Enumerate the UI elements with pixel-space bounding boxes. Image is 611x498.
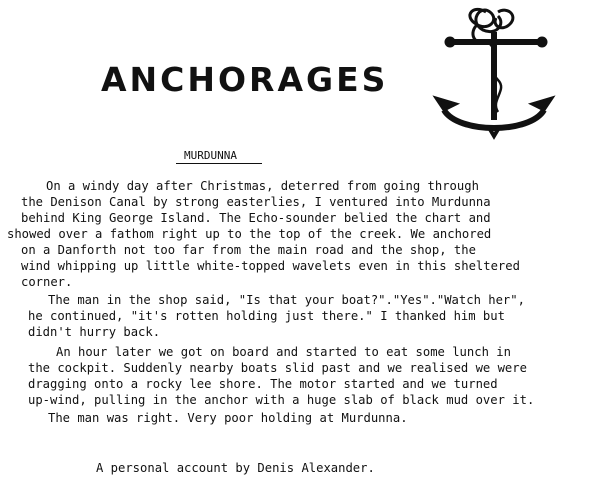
body-line: corner. <box>21 275 73 289</box>
body-line: An hour later we got on board and started to eat some lunch in <box>56 345 511 359</box>
body-line: up-wind, pulling in the anchor with a huge slab of black mud over it. <box>28 393 535 407</box>
body-line: the Denison Canal by strong easterlies, I ventured into Murdunna <box>21 195 491 209</box>
body-line: dragging onto a rocky lee shore. The motor started and we turned <box>28 377 498 391</box>
body-line: he continued, "it's rotten holding just there." I thanked him but <box>28 309 505 323</box>
body-line: behind King George Island. The Echo-sounder belied the chart and <box>21 211 491 225</box>
body-line: the cockpit. Suddenly nearby boats slid past and we realised we were <box>28 361 527 375</box>
subheading-underline <box>176 163 262 164</box>
article-subheading: MURDUNNA <box>184 149 237 162</box>
body-line: wind whipping up little white-topped wavelets even in this sheltered <box>21 259 520 273</box>
anchor-icon <box>428 2 558 142</box>
body-line: The man in the shop said, "Is that your boat?"."Yes"."Watch her", <box>48 293 525 307</box>
body-line: didn't hurry back. <box>28 325 161 339</box>
body-line: On a windy day after Christmas, deterred from going through <box>46 179 479 193</box>
signature-line: A personal account by Denis Alexander. <box>96 461 375 475</box>
body-line: The man was right. Very poor holding at Murdunna. <box>48 411 408 425</box>
body-line: showed over a fathom right up to the top of the creek. We anchored <box>7 227 492 241</box>
article-title: ANCHORAGES <box>101 60 389 99</box>
body-line: on a Danforth not too far from the main road and the shop, the <box>21 243 476 257</box>
